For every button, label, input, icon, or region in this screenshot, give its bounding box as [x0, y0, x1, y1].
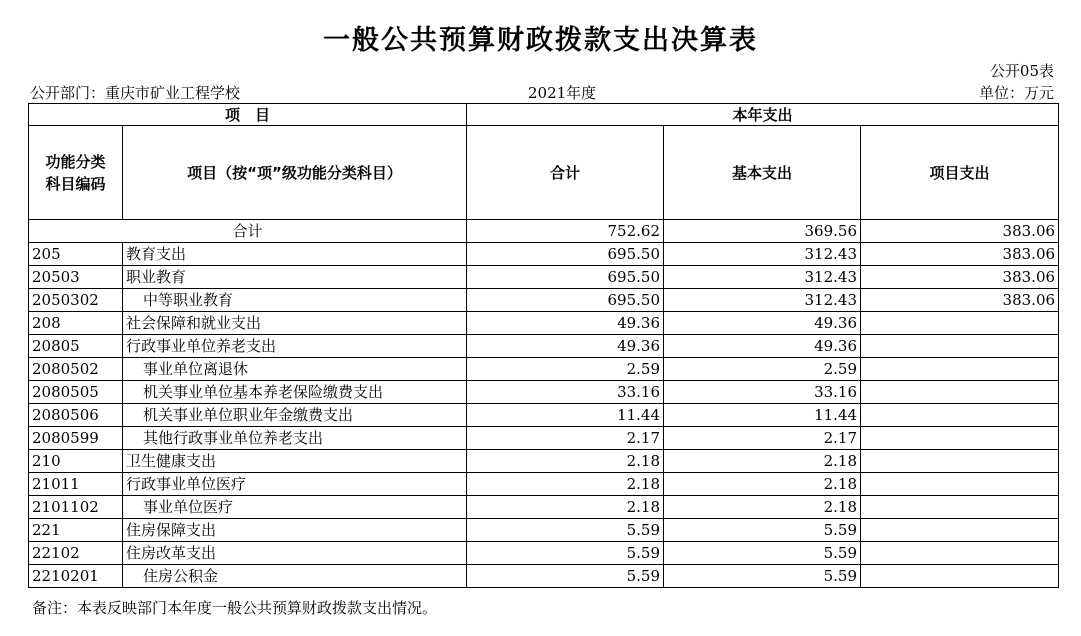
department-label: 公开部门：重庆市矿业工程学校: [30, 84, 241, 102]
footnote: 备注：本表反映部门本年度一般公共预算财政拨款支出情况。: [32, 599, 438, 617]
page-title: 一般公共预算财政拨款支出决算表: [323, 25, 758, 56]
row-project: 383.06: [861, 266, 1059, 289]
row-project: [861, 542, 1059, 565]
row-name: 住房改革支出: [123, 542, 467, 565]
form-number: 公开05表: [989, 62, 1054, 80]
row-total: 5.59: [467, 542, 664, 565]
header-code: 功能分类 科目编码: [29, 126, 123, 220]
table-row: [29, 312, 1059, 335]
table-row: [29, 404, 1059, 427]
row-total: 5.59: [467, 565, 664, 588]
row-total: 695.50: [467, 243, 664, 266]
row-basic: 49.36: [664, 335, 861, 358]
row-code: 221: [29, 519, 123, 542]
row-basic: 312.43: [664, 243, 861, 266]
row-basic: 2.18: [664, 496, 861, 519]
row-total: 5.59: [467, 519, 664, 542]
total-row: [29, 220, 1059, 243]
table-row: [29, 565, 1059, 588]
row-project: [861, 358, 1059, 381]
row-project: 383.06: [861, 243, 1059, 266]
row-name: 机关事业单位基本养老保险缴费支出: [123, 381, 467, 404]
row-code: 20503: [29, 266, 123, 289]
table-row: [29, 243, 1059, 266]
row-total: 49.36: [467, 335, 664, 358]
row-project: [861, 427, 1059, 450]
row-basic: 49.36: [664, 312, 861, 335]
row-project: [861, 312, 1059, 335]
row-project: [861, 496, 1059, 519]
total-row-project: 383.06: [861, 220, 1059, 243]
row-code: 22102: [29, 542, 123, 565]
row-project: [861, 404, 1059, 427]
row-total: 695.50: [467, 266, 664, 289]
row-project: [861, 381, 1059, 404]
row-total: 2.18: [467, 473, 664, 496]
table-row: [29, 496, 1059, 519]
row-project: [861, 450, 1059, 473]
row-code: 2101102: [29, 496, 123, 519]
table-row: [29, 473, 1059, 496]
table-row: [29, 289, 1059, 312]
table-row: [29, 266, 1059, 289]
row-name: 住房公积金: [123, 565, 467, 588]
row-project: [861, 473, 1059, 496]
row-basic: 2.17: [664, 427, 861, 450]
row-code: 2080506: [29, 404, 123, 427]
row-basic: 2.59: [664, 358, 861, 381]
row-total: 695.50: [467, 289, 664, 312]
row-code: 208: [29, 312, 123, 335]
row-code: 210: [29, 450, 123, 473]
row-basic: 33.16: [664, 381, 861, 404]
row-project: [861, 519, 1059, 542]
row-basic: 11.44: [664, 404, 861, 427]
row-name: 住房保障支出: [123, 519, 467, 542]
row-code: 2080599: [29, 427, 123, 450]
row-basic: 5.59: [664, 519, 861, 542]
row-total: 2.18: [467, 496, 664, 519]
row-name: 行政事业单位养老支出: [123, 335, 467, 358]
expenditure-table: [28, 103, 1059, 588]
table-row: [29, 381, 1059, 404]
row-total: 49.36: [467, 312, 664, 335]
table-row: [29, 427, 1059, 450]
table-row: [29, 519, 1059, 542]
row-basic: 312.43: [664, 266, 861, 289]
row-name: 其他行政事业单位养老支出: [123, 427, 467, 450]
row-total: 2.18: [467, 450, 664, 473]
row-basic: 2.18: [664, 450, 861, 473]
row-basic: 2.18: [664, 473, 861, 496]
row-code: 20805: [29, 335, 123, 358]
row-name: 机关事业单位职业年金缴费支出: [123, 404, 467, 427]
row-basic: 312.43: [664, 289, 861, 312]
row-name: 中等职业教育: [123, 289, 467, 312]
table-row: [29, 335, 1059, 358]
row-name: 事业单位医疗: [123, 496, 467, 519]
row-name: 卫生健康支出: [123, 450, 467, 473]
total-row-total: 752.62: [467, 220, 664, 243]
header-current-year: 本年支出: [467, 104, 1059, 126]
header-total: 合计: [467, 126, 664, 220]
header-item: 项目（按“项”级功能分类科目）: [123, 126, 467, 220]
row-name: 教育支出: [123, 243, 467, 266]
table-row: [29, 542, 1059, 565]
row-name: 事业单位离退休: [123, 358, 467, 381]
table-row: [29, 358, 1059, 381]
row-name: 职业教育: [123, 266, 467, 289]
row-code: 205: [29, 243, 123, 266]
unit-label: 单位：万元: [978, 84, 1054, 102]
row-total: 2.59: [467, 358, 664, 381]
year-label: 2021年度: [528, 84, 597, 102]
row-basic: 5.59: [664, 542, 861, 565]
table-row: [29, 450, 1059, 473]
row-project: [861, 565, 1059, 588]
row-total: 11.44: [467, 404, 664, 427]
row-name: 社会保障和就业支出: [123, 312, 467, 335]
row-code: 2050302: [29, 289, 123, 312]
row-code: 2210201: [29, 565, 123, 588]
header-project: 项 目: [29, 104, 467, 126]
row-code: 2080505: [29, 381, 123, 404]
row-code: 21011: [29, 473, 123, 496]
row-basic: 5.59: [664, 565, 861, 588]
row-total: 33.16: [467, 381, 664, 404]
row-project: [861, 335, 1059, 358]
header-basic: 基本支出: [664, 126, 861, 220]
row-total: 2.17: [467, 427, 664, 450]
total-row-label: 合计: [29, 220, 467, 243]
total-row-basic: 369.56: [664, 220, 861, 243]
row-name: 行政事业单位医疗: [123, 473, 467, 496]
header-project-expense: 项目支出: [861, 126, 1059, 220]
row-project: 383.06: [861, 289, 1059, 312]
row-code: 2080502: [29, 358, 123, 381]
